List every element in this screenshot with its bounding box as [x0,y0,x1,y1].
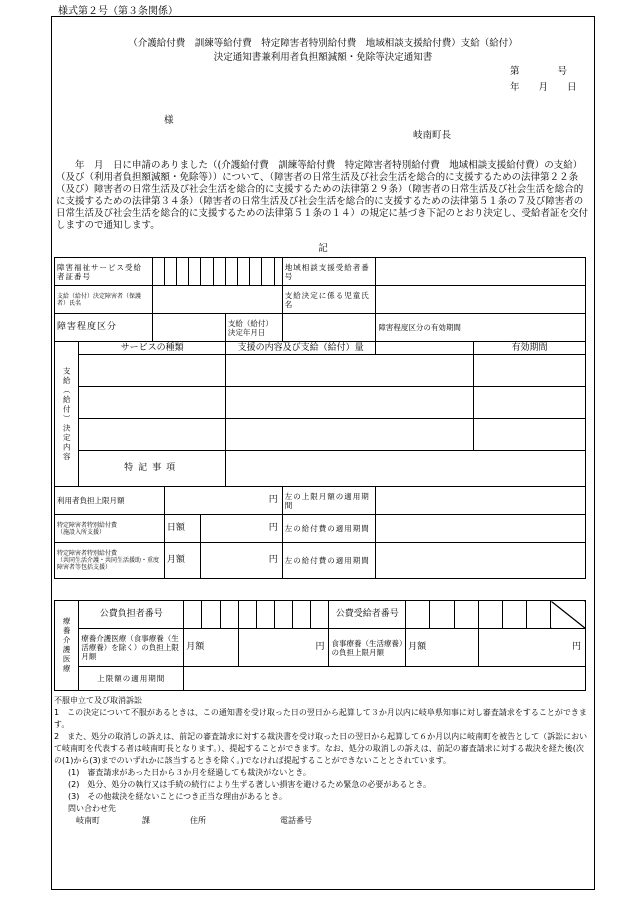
special-benefit1-daily: 日額 [164,515,201,543]
contact-town: 岐南町 [76,816,100,825]
col-validity: 有効期間 [474,342,586,355]
medical-limit-label: 療養介護医療（食事療養（生活療養）を除く）の負担上限月額 [79,629,184,667]
special-benefit2-sub: （共同生活介護・共同生活援助・重度障害者等包括支援） [57,557,160,571]
service-cert-label: 障害福祉サービス受給者証番号 [55,258,153,286]
special-benefit2-label: 特定障害者特別給付費 [57,550,118,557]
special-benefit1-yen: 円 [201,515,282,543]
digit-cell [152,258,164,286]
decision-content-side-label: 支給（給付）決定内容 [55,342,79,487]
appeal-heading: 不服申立て及び取消訴訟 [54,696,142,705]
service-row-cell [79,355,225,387]
title-line2: 決定通知書兼利用者負担額減額・免除等決定通知書 [213,52,433,63]
medical-limit-period-value [184,667,586,691]
service-row-cell [225,355,473,387]
benefit-period1-label: 左の給付費の適用期間 [282,515,376,543]
digit-cell [274,601,292,629]
level-validity-label: 障害程度区分の有効期間 [376,314,586,342]
burden-limit-label: 利用者負担上限月額 [55,487,165,515]
special-benefit1-sub: （施設入所支援） [57,528,106,536]
digit-cell [202,601,220,629]
digit-cell [213,258,225,286]
child-name-value [376,286,586,314]
ki-mark: 記 [318,243,328,254]
digit-cell [478,601,502,629]
digit-cell [238,601,256,629]
medical-side-label: 療養介護医療 [55,601,79,691]
service-row-cell [225,387,473,419]
slash-cell [551,601,586,629]
decision-date-label: 支給（給付）決定年月日 [225,314,282,342]
digit-cell [311,601,329,629]
document-number: 第 号 [510,66,568,77]
medical-limit-period-label: 上限額の適用期間 [79,667,184,691]
digit-cell [430,601,454,629]
appeal-sub2: (2) 処分、処分の執行又は手続の続行により生ずる著しい損害を避けるため緊急の必要があるとき。 [68,780,432,789]
limit-period-value [376,487,586,515]
child-name-label: 支給決定に係る児童氏名 [282,286,376,314]
service-row-cell [225,419,473,451]
digit-cell [527,601,551,629]
medical-care-table [54,600,586,691]
special-benefit2-monthly: 月額 [164,543,201,579]
service-row-cell [474,387,586,419]
title-line1: （介護給付費 訓練等給付費 特定障害者特別給付費 地域相談支援給付費）支給（給付） [128,38,518,49]
disability-level-label: 障害程度区分 [55,314,153,342]
recipient-name-label: 支給（給付）決定障害者（保護者）氏名 [55,286,153,314]
digit-cell [406,601,430,629]
digit-cell [238,258,250,286]
benefit-period1-value [376,515,586,543]
digit-cell [220,601,238,629]
special-benefit2-yen: 円 [201,543,282,579]
service-row-cell [474,419,586,451]
benefit-period2-label: 左の給付費の適用期間 [282,543,376,579]
digit-cell [250,258,262,286]
notice-body: 年 月 日に申請のありました（(介護給付費 訓練等給付費 特定障害者特別給付費 地域相談支援給付費）の支給）（及び（利用者負担額減額・免除等））について、（障害者の日常生活及び社会生活を総合的に支援するための法律第２２条（及び）障害者の日常生活及び社会生活を総合的に支援するための法律第２９条）（障害者の日常生活及び社会生活を総合的に支援するための法律第３４条）（障害者の日常生活及び社会生活を総合的に支援するための法律第５１条の７及び障害者の日常生活及び社会生活を総合的に支援するための法律第５１条の１４）の規定に基づき下記のとおり決定し、受給者証を交付しますので通知します。 [56,160,589,231]
digit-cell [262,258,274,286]
digit-cell [503,601,527,629]
appeal-sub1: (1) 審査請求があった日から３か月を経過しても裁決がないとき。 [68,768,311,777]
appeal-item1: 1 この決定について不服があるときは、この通知書を受け取った日の翌日から起算して３か月以内に岐阜県知事に対し審査請求をすることができます。 [54,708,587,729]
decision-table [54,257,586,579]
special-notes-label: 特記事項 [79,451,225,487]
contact-dept: 課 [142,816,150,825]
col-content: 支援の内容及び支給（給付）量 [225,342,376,355]
digit-cell [256,601,274,629]
digit-cell [164,258,176,286]
regional-cert-label: 地域相談支援受給者番号 [282,258,376,286]
col-content-ext [376,342,474,355]
service-row-cell [474,355,586,387]
medical-limit-monthly: 月額 [184,629,238,667]
digit-cell [454,601,478,629]
decision-date-value [282,314,376,342]
digit-cell [274,258,282,286]
digit-cell [225,258,237,286]
digit-cell [189,258,201,286]
contact-heading: 問い合わせ先 [68,804,116,813]
digit-cell [177,258,189,286]
special-benefit1-label: 特定障害者特別給付費 [57,521,118,529]
burden-limit-yen: 円 [164,487,282,515]
service-row-cell [79,419,225,451]
appeal-section [54,695,590,827]
addressee-suffix: 様 [164,115,174,126]
contact-phone: 電話番号 [280,816,312,825]
special-notes-value [225,451,585,487]
contact-line [54,815,590,827]
recipient-no-label: 公費受給者番号 [329,601,406,629]
disability-level-value [152,314,225,342]
issue-date: 年 月 日 [510,82,577,93]
meal-limit-label: 食事療養（生活療養）の負担上限月額 [329,629,406,667]
meal-limit-yen: 円 [478,629,585,667]
benefit-period2-value [376,543,586,579]
recipient-name-value [152,286,282,314]
digit-cell [184,601,202,629]
appeal-sub3: (3) その他裁決を経ないことにつき正当な理由があるとき。 [68,792,287,801]
limit-period-label: 左の上限月額の適用期間 [282,487,376,515]
payer-no-label: 公費負担者番号 [79,601,184,629]
form-number: 様式第２号（第３条関係） [58,6,178,17]
contact-address: 住所 [190,816,206,825]
service-row-cell [79,387,225,419]
col-service-type: サービスの種類 [79,342,225,355]
issuer-name: 岐南町長 [413,130,452,141]
digit-cell [293,601,311,629]
regional-cert-value [376,258,586,286]
digit-cell [201,258,213,286]
meal-limit-monthly: 月額 [406,629,479,667]
medical-limit-yen: 円 [238,629,329,667]
appeal-item2: 2 また、処分の取消しの訴えは、前記の審査請求に対する裁決書を受け取った日の翌日から起算して６か月以内に岐南町を被告として（訴訟において岐南町を代表する者は岐南町長となります。）、提起することができます。なお、処分の取消しの訴えは、前記の審査請求に対する裁決を経た後(次の(1)から(3)までのいずれかに該当するときを除く。)でなければ提起することができないこととされています。 [54,732,588,765]
